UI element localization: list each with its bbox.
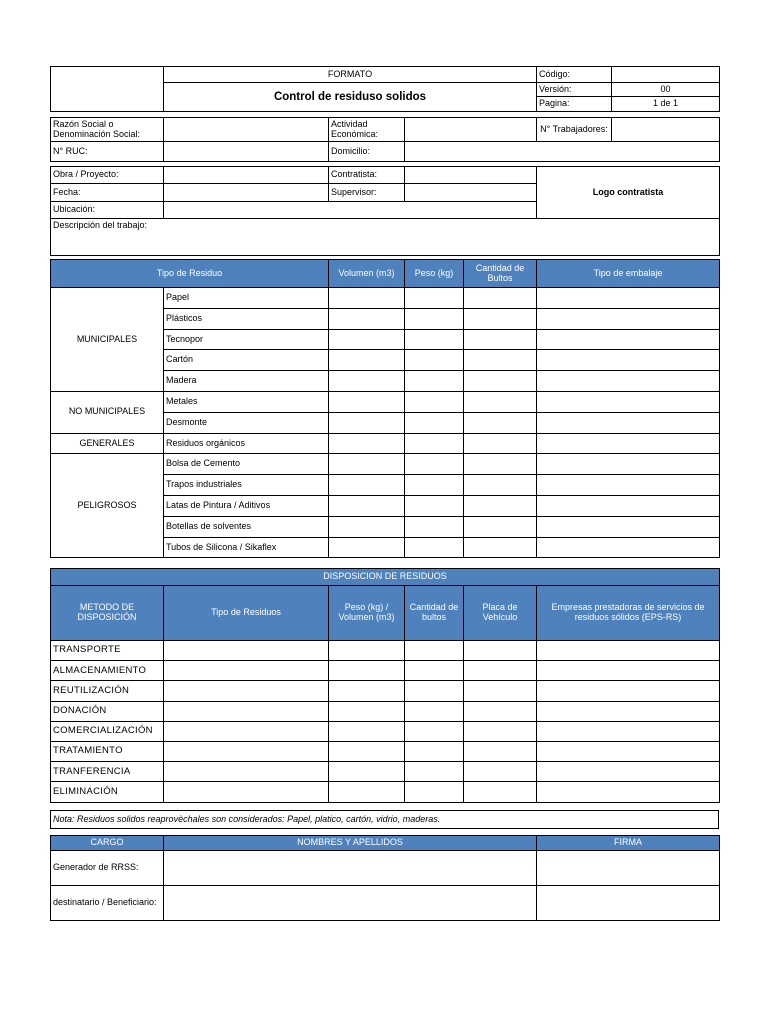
input-cell[interactable] [329, 721, 405, 741]
input-cell[interactable] [464, 433, 537, 454]
residuo-item-label: Metales [164, 391, 329, 412]
input-cell[interactable] [464, 701, 537, 721]
table-row [51, 741, 720, 761]
cargo-label: Generador de RRSS: [51, 851, 164, 886]
input-cell[interactable] [464, 329, 537, 350]
pagina-label: Pagina: [537, 97, 612, 112]
input-cell[interactable] [464, 308, 537, 329]
input-cell[interactable] [329, 329, 405, 350]
input-cell[interactable] [164, 661, 329, 681]
input-cell[interactable] [537, 721, 720, 741]
input-cell[interactable] [405, 308, 464, 329]
input-cell[interactable] [405, 391, 464, 412]
input-cell[interactable] [464, 641, 537, 661]
input-cell[interactable] [329, 741, 405, 761]
residuo-group-label: MUNICIPALES [51, 288, 164, 392]
nota-table [50, 810, 719, 829]
residuo-item-label: Desmonte [164, 412, 329, 433]
ruc-field[interactable] [164, 142, 329, 162]
input-cell[interactable] [464, 516, 537, 537]
input-cell[interactable] [537, 288, 720, 309]
codigo-label: Código: [537, 67, 612, 83]
fecha-label: Fecha: [51, 184, 164, 202]
input-cell[interactable] [537, 537, 720, 558]
input-cell[interactable] [537, 329, 720, 350]
logo-contratista: Logo contratista [537, 167, 720, 219]
trabajadores-label: N° Trabajadores: [537, 118, 612, 142]
input-cell[interactable] [405, 475, 464, 496]
residuo-item-label: Residuos orgánicos [164, 433, 329, 454]
trabajadores-field[interactable] [612, 118, 720, 142]
residuo-item-label: Botellas de solventes [164, 516, 329, 537]
logo-cell [51, 67, 164, 112]
input-cell[interactable] [329, 475, 405, 496]
pagina-value: 1 de 1 [612, 97, 720, 112]
header-peso: Peso (kg) [405, 260, 464, 288]
residuo-item-label: Trapos industriales [164, 475, 329, 496]
residuo-item-label: Tubos de Silicona / Sikaflex [164, 537, 329, 558]
input-cell[interactable] [405, 762, 464, 782]
input-cell[interactable] [329, 661, 405, 681]
header-volumen: Volumen (m3) [329, 260, 405, 288]
fecha-field[interactable] [164, 184, 329, 202]
header-metodo: METODO DE DISPOSICIÓN [51, 586, 164, 641]
table-row [51, 851, 720, 886]
residuo-item-label: Madera [164, 371, 329, 392]
input-cell[interactable] [464, 350, 537, 371]
table-row [51, 782, 720, 802]
firma-field[interactable] [537, 886, 720, 921]
version-label: Versión: [537, 83, 612, 97]
metodo-label: TRATAMIENTO [51, 741, 164, 761]
residuo-group-label: GENERALES [51, 433, 164, 454]
input-cell[interactable] [405, 516, 464, 537]
input-cell[interactable] [405, 495, 464, 516]
input-cell[interactable] [464, 782, 537, 802]
firma-field[interactable] [537, 851, 720, 886]
disposicion-body [51, 641, 720, 803]
input-cell[interactable] [329, 537, 405, 558]
obra-label: Obra / Proyecto: [51, 167, 164, 184]
input-cell[interactable] [537, 475, 720, 496]
input-cell[interactable] [537, 412, 720, 433]
input-cell[interactable] [329, 371, 405, 392]
input-cell[interactable] [537, 681, 720, 701]
metodo-label: ALMACENAMIENTO [51, 661, 164, 681]
input-cell[interactable] [537, 701, 720, 721]
nombre-field[interactable] [164, 851, 537, 886]
input-cell[interactable] [329, 454, 405, 475]
input-cell[interactable] [329, 391, 405, 412]
residuo-item-label: Tecnopor [164, 329, 329, 350]
residuos-body [51, 288, 720, 558]
input-cell[interactable] [164, 701, 329, 721]
input-cell[interactable] [405, 681, 464, 701]
input-cell[interactable] [164, 762, 329, 782]
input-cell[interactable] [164, 782, 329, 802]
input-cell[interactable] [464, 537, 537, 558]
input-cell[interactable] [405, 641, 464, 661]
project-table [50, 166, 720, 256]
input-cell[interactable] [405, 288, 464, 309]
input-cell[interactable] [537, 782, 720, 802]
input-cell[interactable] [329, 782, 405, 802]
input-cell[interactable] [329, 641, 405, 661]
domicilio-field[interactable] [405, 142, 720, 162]
document-title: Control de residuso solidos [164, 83, 537, 112]
input-cell[interactable] [405, 661, 464, 681]
input-cell[interactable] [329, 681, 405, 701]
input-cell[interactable] [329, 701, 405, 721]
supervisor-field[interactable] [405, 184, 537, 202]
codigo-value[interactable] [612, 67, 720, 83]
input-cell[interactable] [164, 741, 329, 761]
input-cell[interactable] [537, 495, 720, 516]
input-cell[interactable] [464, 661, 537, 681]
header-cantidad-bultos: Cantidad de bultos [405, 586, 464, 641]
ubicacion-field[interactable] [164, 202, 537, 219]
table-row [51, 762, 720, 782]
input-cell[interactable] [329, 762, 405, 782]
descripcion-field[interactable] [51, 219, 720, 256]
residuo-item-label: Latas de Pintura / Aditivos [164, 495, 329, 516]
header-cantidad: Cantidad de Bultos [464, 260, 537, 288]
input-cell[interactable] [405, 433, 464, 454]
actividad-field[interactable] [405, 118, 537, 142]
firma-body [51, 851, 720, 921]
input-cell[interactable] [537, 433, 720, 454]
input-cell[interactable] [537, 308, 720, 329]
input-cell[interactable] [405, 537, 464, 558]
input-cell[interactable] [464, 412, 537, 433]
company-table [50, 117, 720, 162]
header-placa: Placa de Vehículo [464, 586, 537, 641]
input-cell[interactable] [464, 495, 537, 516]
header-tipo-residuos: Tipo de Residuos [164, 586, 329, 641]
input-cell[interactable] [329, 516, 405, 537]
metodo-label: COMERCIALIZACIÓN [51, 721, 164, 741]
input-cell[interactable] [405, 741, 464, 761]
input-cell[interactable] [164, 681, 329, 701]
input-cell[interactable] [464, 454, 537, 475]
input-cell[interactable] [537, 371, 720, 392]
input-cell[interactable] [537, 762, 720, 782]
ruc-label: N° RUC: [51, 142, 164, 162]
residuos-table [50, 259, 720, 558]
table-row [51, 886, 720, 921]
input-cell[interactable] [537, 641, 720, 661]
table-row [51, 661, 720, 681]
table-row [51, 391, 720, 412]
residuo-item-label: Papel [164, 288, 329, 309]
header-eps-rs: Empresas prestadoras de servicios de residuos sólidos (EPS-RS) [537, 586, 720, 641]
residuo-item-label: Bolsa de Cemento [164, 454, 329, 475]
input-cell[interactable] [537, 454, 720, 475]
input-cell[interactable] [464, 288, 537, 309]
input-cell[interactable] [405, 371, 464, 392]
input-cell[interactable] [464, 681, 537, 701]
input-cell[interactable] [329, 350, 405, 371]
razon-social-field[interactable] [164, 118, 329, 142]
input-cell[interactable] [464, 741, 537, 761]
input-cell[interactable] [464, 391, 537, 412]
input-cell[interactable] [329, 288, 405, 309]
disposicion-table [50, 568, 720, 803]
cargo-label: destinatario / Beneficiario: [51, 886, 164, 921]
contratista-label: Contratista: [329, 167, 405, 184]
input-cell[interactable] [405, 782, 464, 802]
nombre-field[interactable] [164, 886, 537, 921]
input-cell[interactable] [537, 391, 720, 412]
metodo-label: DONACIÓN [51, 701, 164, 721]
firma-table [50, 835, 720, 921]
obra-field[interactable] [164, 167, 329, 184]
input-cell[interactable] [405, 721, 464, 741]
residuo-group-label: NO MUNICIPALES [51, 391, 164, 433]
residuo-group-label: PELIGROSOS [51, 454, 164, 558]
table-row [51, 701, 720, 721]
contratista-field[interactable] [405, 167, 537, 184]
header-firma: FIRMA [537, 836, 720, 851]
table-row [51, 681, 720, 701]
ubicacion-label: Ubicación: [51, 202, 164, 219]
disposicion-title: DISPOSICION DE RESIDUOS [51, 569, 720, 586]
residuo-item-label: Plásticos [164, 308, 329, 329]
input-cell[interactable] [464, 721, 537, 741]
input-cell[interactable] [464, 762, 537, 782]
table-row [51, 641, 720, 661]
header-cargo: CARGO [51, 836, 164, 851]
supervisor-label: Supervisor: [329, 184, 405, 202]
input-cell[interactable] [537, 350, 720, 371]
formato-label: FORMATO [164, 67, 537, 83]
header-embalaje: Tipo de embalaje [537, 260, 720, 288]
header-peso-volumen: Peso (kg) / Volumen (m3) [329, 586, 405, 641]
header-table [50, 66, 720, 112]
input-cell[interactable] [329, 412, 405, 433]
header-nombres: NOMBRES Y APELLIDOS [164, 836, 537, 851]
input-cell[interactable] [329, 495, 405, 516]
input-cell[interactable] [405, 412, 464, 433]
residuo-item-label: Cartón [164, 350, 329, 371]
input-cell[interactable] [537, 661, 720, 681]
table-row [51, 288, 720, 309]
input-cell[interactable] [405, 329, 464, 350]
table-row [51, 433, 720, 454]
input-cell[interactable] [464, 475, 537, 496]
actividad-label: Actividad Económica: [329, 118, 405, 142]
header-tipo-residuo: Tipo de Residuo [51, 260, 329, 288]
version-value: 00 [612, 83, 720, 97]
metodo-label: TRANFERENCIA [51, 762, 164, 782]
input-cell[interactable] [329, 308, 405, 329]
input-cell[interactable] [537, 741, 720, 761]
metodo-label: REUTILIZACIÓN [51, 681, 164, 701]
domicilio-label: Domicilio: [329, 142, 405, 162]
razon-social-label: Razón Social o Denominación Social: [51, 118, 164, 142]
descripcion-label: Descripción del trabajo: [53, 220, 148, 230]
metodo-label: ELIMINACIÓN [51, 782, 164, 802]
table-row [51, 721, 720, 741]
metodo-label: TRANSPORTE [51, 641, 164, 661]
input-cell[interactable] [405, 701, 464, 721]
input-cell[interactable] [164, 721, 329, 741]
input-cell[interactable] [537, 516, 720, 537]
input-cell[interactable] [164, 641, 329, 661]
input-cell[interactable] [329, 433, 405, 454]
nota-text: Nota: Residuos solidos reaprovèchales son considerados: Papel, platico, cartón, vidrio, maderas. [51, 811, 719, 829]
table-row [51, 454, 720, 475]
input-cell[interactable] [464, 371, 537, 392]
input-cell[interactable] [405, 454, 464, 475]
input-cell[interactable] [405, 350, 464, 371]
